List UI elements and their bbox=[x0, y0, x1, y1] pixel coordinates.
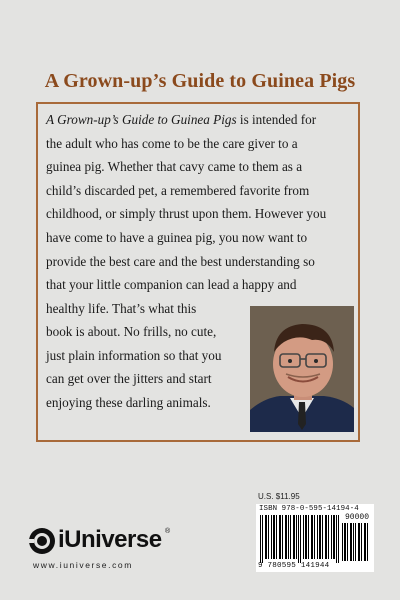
blurb-line: book is about. No frills, no cute, bbox=[46, 324, 217, 339]
ean-barcode-bars bbox=[259, 515, 341, 563]
blurb-italic-title: A Grown-up’s Guide to Guinea Pigs bbox=[46, 112, 237, 127]
registered-mark: ® bbox=[165, 528, 171, 535]
blurb-line: that your little companion can lead a happy and bbox=[46, 277, 297, 293]
price-label: U.S. $11.95 bbox=[258, 492, 300, 501]
blurb-line bbox=[46, 108, 354, 132]
blurb-line: healthy life. That’s what this bbox=[46, 300, 197, 316]
addon-barcode-bars bbox=[342, 523, 370, 561]
blurb-line: the adult who has come to be the care giver to a bbox=[46, 135, 298, 151]
addon-price-code: 90000 bbox=[345, 513, 370, 522]
author-photo bbox=[250, 306, 354, 432]
publisher-url: www.iuniverse.com bbox=[33, 560, 133, 570]
blurb-line: can get over the jitters and start bbox=[46, 371, 212, 387]
book-title: A Grown-up’s Guide to Guinea Pigs bbox=[44, 70, 356, 92]
blurb-line-text: is intended for bbox=[236, 112, 317, 127]
blurb-line: child’s discarded pet, a remembered favorite from bbox=[46, 182, 310, 198]
blurb-text-lower bbox=[46, 320, 246, 414]
blurb-line: just plain information so that you bbox=[46, 347, 222, 363]
isbn-label: ISBN 978-0-595-14194-4 bbox=[259, 505, 359, 513]
blurb-line: have come to have a guinea pig, you now want to bbox=[46, 229, 308, 245]
blurb-line: provide the best care and the best understanding so bbox=[46, 253, 315, 269]
iuniverse-logo-icon bbox=[28, 527, 56, 555]
barcode bbox=[256, 504, 374, 572]
blurb-line: enjoying these darling animals. bbox=[46, 394, 211, 410]
ean-number: 9 780595 141944 bbox=[258, 562, 330, 570]
blurb-line: guinea pig. Whether that cavy came to them as a bbox=[46, 159, 303, 175]
publisher-logo-text: iUniverse bbox=[58, 526, 162, 553]
blurb-text-upper bbox=[46, 108, 354, 320]
blurb-line: childhood, or simply thrust upon them. However you bbox=[46, 206, 327, 222]
